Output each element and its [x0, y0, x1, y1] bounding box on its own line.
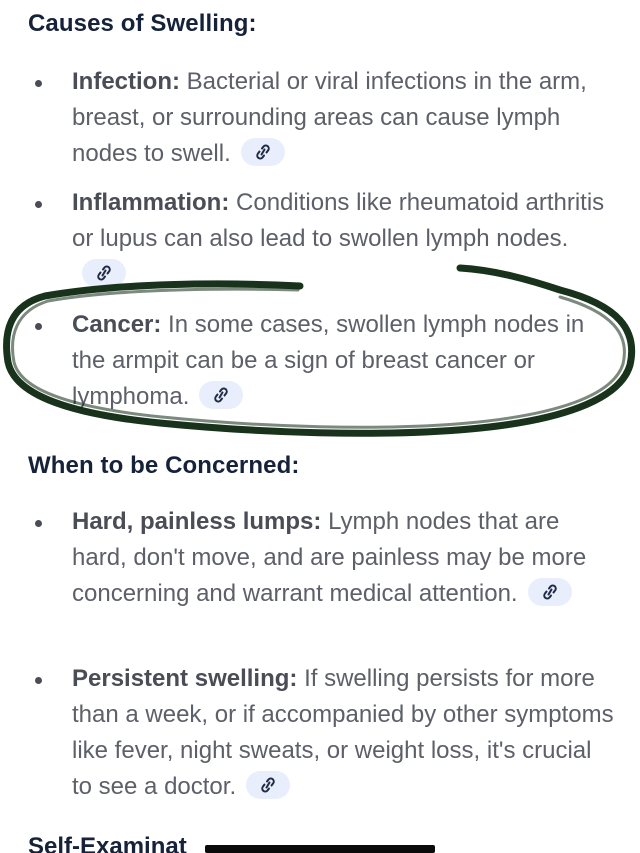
bullet-dot	[35, 80, 42, 87]
item-text: In some cases, swollen lymph nodes in the armpit can be a sign of breast cancer or lymphoma.	[72, 311, 585, 410]
item-term: Hard, painless lumps:	[72, 508, 322, 535]
item-term: Persistent swelling:	[72, 665, 298, 692]
item-term: Cancer:	[72, 311, 162, 338]
item-text: Bacterial or viral infections in the arm, breast, or surrounding areas can cause lymph nodes to swell.	[72, 68, 587, 167]
link-icon	[212, 387, 230, 403]
list-item-hard-lumps	[72, 504, 617, 612]
list-item-persistent-swelling	[72, 661, 617, 805]
link-icon	[259, 777, 277, 793]
item-text: Conditions like rheumatoid arthritis or lupus can also lead to swollen lymph nodes.	[72, 189, 605, 252]
section-heading-concerned: When to be Concerned:	[28, 452, 300, 479]
source-link-chip[interactable]	[246, 771, 290, 799]
bullet-dot	[35, 323, 42, 330]
item-term: Inflammation:	[72, 189, 230, 216]
source-link-chip[interactable]	[528, 578, 572, 606]
list-item-cancer	[72, 307, 617, 415]
item-text: Lymph nodes that are hard, don't move, and are painless may be more concerning and warrant medical attention.	[72, 508, 587, 607]
link-icon	[541, 584, 559, 600]
link-icon	[254, 144, 272, 160]
source-link-chip[interactable]	[241, 138, 285, 166]
item-text: If swelling persists for more than a week, or if accompanied by other symptoms like fever, night sweats, or weight loss, it's crucial to see a doctor.	[72, 665, 614, 800]
source-link-chip[interactable]	[199, 381, 243, 409]
link-icon	[95, 265, 113, 281]
bullet-dot	[35, 520, 42, 527]
bullet-dot	[35, 677, 42, 684]
item-term: Infection:	[72, 68, 180, 95]
bullet-dot	[35, 201, 42, 208]
home-indicator-bar	[205, 845, 435, 853]
section-heading-causes: Causes of Swelling:	[28, 10, 257, 37]
source-link-chip[interactable]	[82, 259, 126, 287]
list-item-inflammation	[72, 185, 617, 293]
list-item-infection	[72, 64, 617, 172]
section-heading-self-exam: Self-Examinat	[28, 833, 187, 853]
